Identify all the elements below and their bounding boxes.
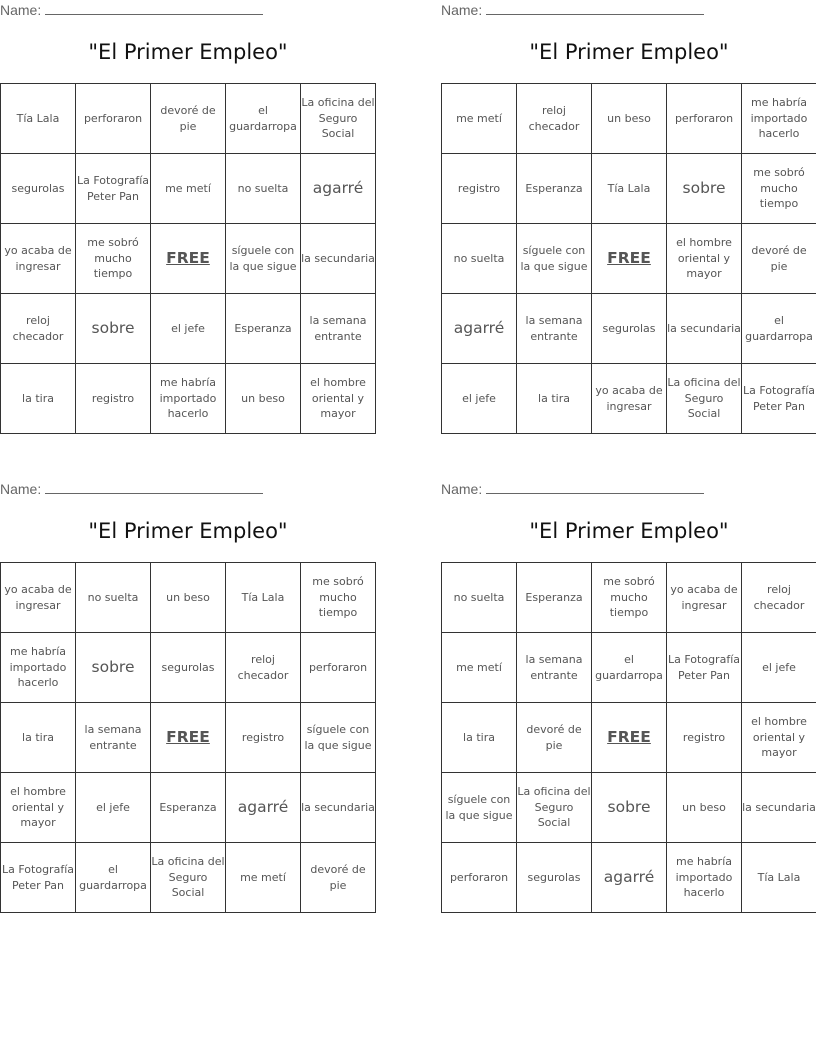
bingo-grid bbox=[0, 562, 376, 913]
bingo-cell[interactable]: La oficina del Seguro Social bbox=[517, 773, 592, 843]
bingo-cell[interactable]: Tía Lala bbox=[226, 563, 301, 633]
bingo-cell[interactable]: me sobró mucho tiempo bbox=[592, 563, 667, 633]
name-field bbox=[0, 481, 263, 497]
bingo-cell[interactable]: me habría importado hacerlo bbox=[742, 84, 816, 154]
bingo-cell[interactable]: segurolas bbox=[151, 633, 226, 703]
bingo-row bbox=[442, 294, 816, 364]
bingo-cell[interactable]: perforaron bbox=[76, 84, 151, 154]
bingo-cell[interactable]: síguele con la que sigue bbox=[301, 703, 376, 773]
name-label: Name: bbox=[441, 481, 483, 497]
bingo-cell[interactable]: perforaron bbox=[667, 84, 742, 154]
name-blank-line[interactable] bbox=[45, 2, 263, 15]
bingo-cell[interactable]: la semana entrante bbox=[517, 633, 592, 703]
bingo-cell[interactable]: Esperanza bbox=[226, 294, 301, 364]
free-space-cell[interactable]: FREE bbox=[592, 703, 667, 773]
bingo-cell[interactable]: devoré de pie bbox=[742, 224, 816, 294]
bingo-cell[interactable]: reloj checador bbox=[517, 84, 592, 154]
bingo-cell[interactable]: el hombre oriental y mayor bbox=[301, 364, 376, 434]
bingo-grid bbox=[0, 83, 376, 434]
bingo-cell[interactable]: sobre bbox=[667, 154, 742, 224]
bingo-cell[interactable]: el guardarropa bbox=[592, 633, 667, 703]
bingo-row bbox=[1, 703, 376, 773]
bingo-cell[interactable]: agarré bbox=[592, 843, 667, 913]
name-label: Name: bbox=[0, 481, 42, 497]
bingo-cell[interactable]: el guardarropa bbox=[76, 843, 151, 913]
name-field bbox=[441, 2, 704, 18]
bingo-cell[interactable]: no suelta bbox=[226, 154, 301, 224]
name-field bbox=[441, 481, 704, 497]
bingo-cell[interactable]: la secundaria bbox=[667, 294, 742, 364]
bingo-row bbox=[1, 294, 376, 364]
card-title: "El Primer Empleo" bbox=[529, 519, 729, 543]
bingo-cell[interactable]: registro bbox=[667, 703, 742, 773]
name-blank-line[interactable] bbox=[486, 2, 704, 15]
bingo-row bbox=[442, 224, 816, 294]
bingo-cell[interactable]: La oficina del Seguro Social bbox=[301, 84, 376, 154]
bingo-cell[interactable]: reloj checador bbox=[1, 294, 76, 364]
bingo-cell[interactable]: me sobró mucho tiempo bbox=[742, 154, 816, 224]
bingo-cell[interactable]: Tía Lala bbox=[592, 154, 667, 224]
bingo-row bbox=[1, 843, 376, 913]
bingo-row bbox=[442, 364, 816, 434]
bingo-cell[interactable]: un beso bbox=[151, 563, 226, 633]
bingo-cell[interactable]: la tira bbox=[1, 364, 76, 434]
free-space-cell[interactable]: FREE bbox=[151, 703, 226, 773]
name-label: Name: bbox=[441, 2, 483, 18]
bingo-cell[interactable]: reloj checador bbox=[742, 563, 816, 633]
bingo-cell[interactable]: me metí bbox=[442, 84, 517, 154]
bingo-cell[interactable]: la secundaria bbox=[301, 224, 376, 294]
bingo-cell[interactable]: el jefe bbox=[151, 294, 226, 364]
bingo-cell[interactable]: agarré bbox=[226, 773, 301, 843]
bingo-cell[interactable]: un beso bbox=[226, 364, 301, 434]
name-label: Name: bbox=[0, 2, 42, 18]
bingo-cell[interactable]: yo acaba de ingresar bbox=[1, 563, 76, 633]
bingo-row bbox=[1, 224, 376, 294]
bingo-cell[interactable]: La Fotografía Peter Pan bbox=[76, 154, 151, 224]
bingo-cell[interactable]: el jefe bbox=[742, 633, 816, 703]
bingo-cell[interactable]: el guardarropa bbox=[226, 84, 301, 154]
name-blank-line[interactable] bbox=[45, 481, 263, 494]
card-title: "El Primer Empleo" bbox=[529, 40, 729, 64]
bingo-row bbox=[442, 843, 816, 913]
bingo-cell[interactable]: La Fotografía Peter Pan bbox=[1, 843, 76, 913]
bingo-cell[interactable]: La oficina del Seguro Social bbox=[151, 843, 226, 913]
bingo-grid bbox=[441, 562, 816, 913]
bingo-cell[interactable]: devoré de pie bbox=[517, 703, 592, 773]
bingo-cell[interactable]: yo acaba de ingresar bbox=[667, 563, 742, 633]
bingo-cell[interactable]: La oficina del Seguro Social bbox=[667, 364, 742, 434]
free-space-cell[interactable]: FREE bbox=[592, 224, 667, 294]
bingo-cell[interactable]: yo acaba de ingresar bbox=[1, 224, 76, 294]
bingo-cell[interactable]: me sobró mucho tiempo bbox=[76, 224, 151, 294]
bingo-cell[interactable]: me habría importado hacerlo bbox=[667, 843, 742, 913]
card-title: "El Primer Empleo" bbox=[88, 40, 288, 64]
bingo-row bbox=[1, 364, 376, 434]
bingo-cell[interactable]: segurolas bbox=[517, 843, 592, 913]
bingo-cell[interactable]: un beso bbox=[592, 84, 667, 154]
bingo-cell[interactable]: la tira bbox=[1, 703, 76, 773]
bingo-cell[interactable]: me metí bbox=[226, 843, 301, 913]
bingo-cell[interactable]: no suelta bbox=[442, 224, 517, 294]
bingo-cell[interactable]: la tira bbox=[517, 364, 592, 434]
bingo-grid bbox=[441, 83, 816, 434]
bingo-cell[interactable]: el jefe bbox=[442, 364, 517, 434]
bingo-cell[interactable]: registro bbox=[226, 703, 301, 773]
bingo-cell[interactable]: síguele con la que sigue bbox=[442, 773, 517, 843]
bingo-cell[interactable]: el jefe bbox=[76, 773, 151, 843]
bingo-cell[interactable]: Tía Lala bbox=[742, 843, 816, 913]
bingo-cell[interactable]: me sobró mucho tiempo bbox=[301, 563, 376, 633]
bingo-row bbox=[442, 563, 816, 633]
bingo-cell[interactable]: no suelta bbox=[442, 563, 517, 633]
bingo-cell[interactable]: síguele con la que sigue bbox=[517, 224, 592, 294]
bingo-cell[interactable]: la semana entrante bbox=[76, 703, 151, 773]
bingo-cell[interactable]: sobre bbox=[592, 773, 667, 843]
bingo-cell[interactable]: síguele con la que sigue bbox=[226, 224, 301, 294]
bingo-cell[interactable]: yo acaba de ingresar bbox=[592, 364, 667, 434]
bingo-row bbox=[442, 773, 816, 843]
bingo-cell[interactable]: La Fotografía Peter Pan bbox=[667, 633, 742, 703]
card-title: "El Primer Empleo" bbox=[88, 519, 288, 543]
bingo-cell[interactable]: devoré de pie bbox=[151, 84, 226, 154]
bingo-row bbox=[1, 563, 376, 633]
bingo-cell[interactable]: sobre bbox=[76, 633, 151, 703]
free-space-cell[interactable]: FREE bbox=[151, 224, 226, 294]
bingo-cell[interactable]: perforaron bbox=[442, 843, 517, 913]
bingo-cell[interactable]: agarré bbox=[301, 154, 376, 224]
bingo-cell[interactable]: el hombre oriental y mayor bbox=[1, 773, 76, 843]
bingo-cell[interactable]: me habría importado hacerlo bbox=[151, 364, 226, 434]
bingo-cell[interactable]: la secundaria bbox=[742, 773, 816, 843]
bingo-cell[interactable]: el hombre oriental y mayor bbox=[667, 224, 742, 294]
bingo-cell[interactable]: el guardarropa bbox=[742, 294, 816, 364]
bingo-cell[interactable]: Tía Lala bbox=[1, 84, 76, 154]
bingo-cell[interactable]: reloj checador bbox=[226, 633, 301, 703]
bingo-cell[interactable]: Esperanza bbox=[517, 563, 592, 633]
bingo-cell[interactable]: me metí bbox=[151, 154, 226, 224]
bingo-row bbox=[442, 84, 816, 154]
bingo-cell[interactable]: Esperanza bbox=[151, 773, 226, 843]
bingo-cell[interactable]: devoré de pie bbox=[301, 843, 376, 913]
bingo-cell[interactable]: sobre bbox=[76, 294, 151, 364]
name-blank-line[interactable] bbox=[486, 481, 704, 494]
bingo-row bbox=[1, 84, 376, 154]
name-field bbox=[0, 2, 263, 18]
bingo-cell[interactable]: Esperanza bbox=[517, 154, 592, 224]
bingo-cell[interactable]: el hombre oriental y mayor bbox=[742, 703, 816, 773]
bingo-cell[interactable]: un beso bbox=[667, 773, 742, 843]
bingo-cell[interactable]: la tira bbox=[442, 703, 517, 773]
bingo-cell[interactable]: registro bbox=[76, 364, 151, 434]
bingo-cell[interactable]: la secundaria bbox=[301, 773, 376, 843]
bingo-cell[interactable]: la semana entrante bbox=[301, 294, 376, 364]
bingo-cell[interactable]: no suelta bbox=[76, 563, 151, 633]
bingo-row bbox=[442, 154, 816, 224]
bingo-cell[interactable]: la semana entrante bbox=[517, 294, 592, 364]
bingo-cell[interactable]: agarré bbox=[442, 294, 517, 364]
bingo-cell[interactable]: registro bbox=[442, 154, 517, 224]
bingo-cell[interactable]: La Fotografía Peter Pan bbox=[742, 364, 816, 434]
bingo-row bbox=[442, 633, 816, 703]
bingo-cell[interactable]: segurolas bbox=[1, 154, 76, 224]
bingo-cell[interactable]: segurolas bbox=[592, 294, 667, 364]
bingo-row bbox=[1, 154, 376, 224]
bingo-cell[interactable]: me metí bbox=[442, 633, 517, 703]
bingo-cell[interactable]: me habría importado hacerlo bbox=[1, 633, 76, 703]
bingo-row bbox=[1, 773, 376, 843]
bingo-row bbox=[1, 633, 376, 703]
bingo-row bbox=[442, 703, 816, 773]
bingo-cell[interactable]: perforaron bbox=[301, 633, 376, 703]
